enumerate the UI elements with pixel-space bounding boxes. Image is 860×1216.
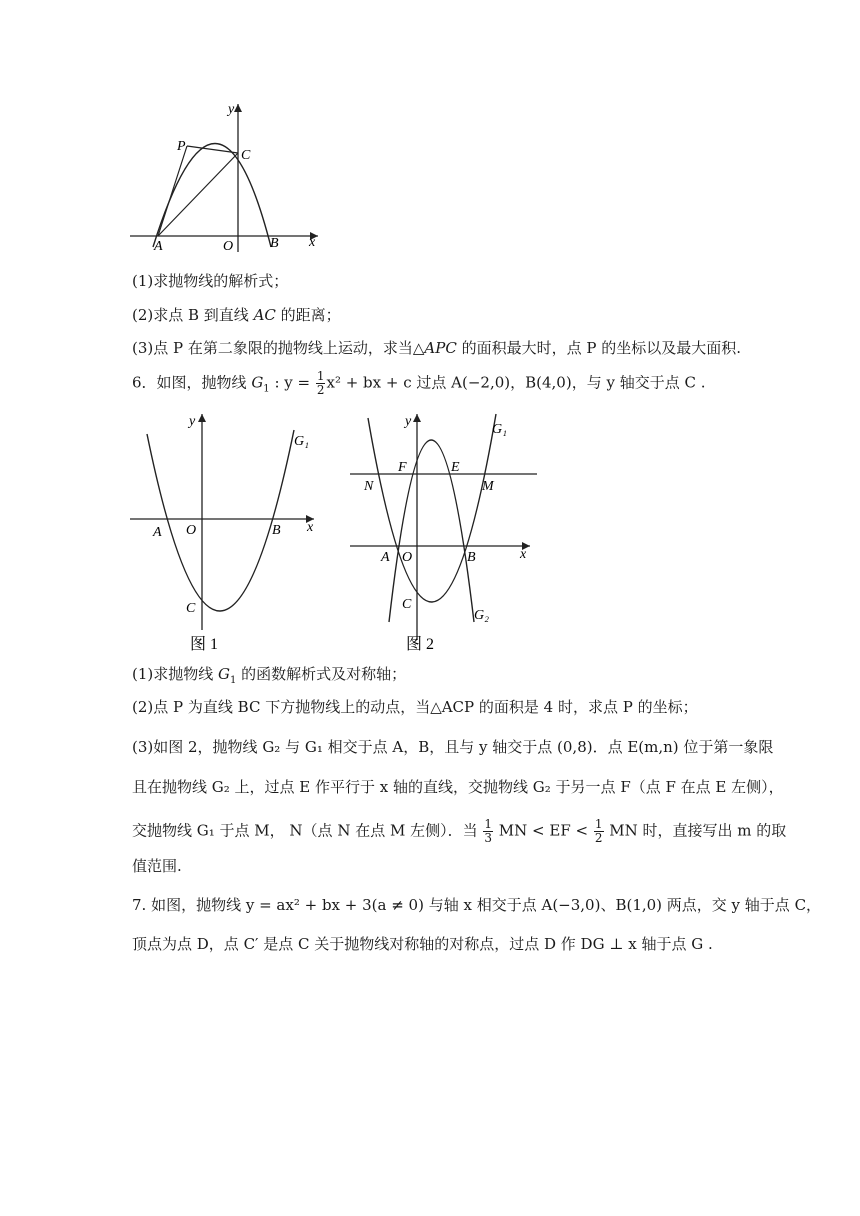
- q5-part3-apc: APC: [424, 339, 457, 357]
- q5-part3: [132, 338, 741, 358]
- caption-fig1: 图 1: [190, 636, 219, 653]
- figure-2: [344, 408, 544, 658]
- label-a: A: [153, 525, 162, 540]
- q6-stem-frac-num: 1: [316, 369, 325, 383]
- figure-q5: [126, 98, 326, 258]
- parabola-g1: [147, 430, 294, 611]
- label-b: B: [272, 523, 281, 538]
- label-c: C: [402, 597, 412, 612]
- label-c: C: [186, 601, 196, 616]
- segment-pc: [187, 146, 238, 153]
- label-y: y: [189, 414, 196, 429]
- label-o: O: [223, 239, 234, 254]
- q7-line2: 顶点为点 D，点 C′ 是点 C 关于抛物线对称轴的对称点，过点 D 作 DG ⊥ x 轴于点 G .: [132, 935, 713, 953]
- label-b: B: [270, 236, 279, 251]
- label-n: N: [364, 479, 374, 494]
- q6-part1-g: G: [218, 665, 231, 683]
- q5-part2: [132, 305, 341, 325]
- label-g2: G₂: [474, 608, 489, 623]
- y-axis-arrow: [234, 104, 242, 112]
- label-y: y: [228, 102, 235, 117]
- label-x: x: [307, 520, 314, 535]
- label-x: x: [309, 235, 316, 250]
- label-m: M: [482, 479, 494, 494]
- q5-part2-ac: AC: [253, 306, 276, 324]
- q6-frac1-num: 1: [484, 817, 493, 831]
- q6-fraction-1-2: [594, 818, 604, 845]
- q7-line1: 7. 如图，抛物线 y = ax² + bx + 3(a ≠ 0) 与轴 x 相交于点 A(−3,0)、B(1,0) 两点，交 y 轴于点 C，: [132, 896, 822, 914]
- q5-part1: (1)求抛物线的解析式；: [132, 272, 289, 290]
- label-g1: G₁: [294, 434, 309, 449]
- q6-stem-mid2: x² + bx + c 过点 A(−2,0)，B(4,0)，与 y 轴交于点 C .: [326, 373, 706, 392]
- label-g1: G₁: [492, 422, 507, 437]
- q6-stem-g-sub: 1: [263, 383, 270, 395]
- q6-part3-line1: (3)如图 2，抛物线 G₂ 与 G₁ 相交于点 A，B，且与 y 轴交于点 (0,8)．点 E(m,n) 位于第一象限: [132, 738, 774, 756]
- q6-frac2-den: 2: [594, 831, 603, 845]
- q6-part1-post: 的函数解析式及对称轴；: [236, 665, 407, 683]
- label-a: A: [154, 239, 163, 254]
- q6-stem-g: G: [251, 373, 264, 392]
- q5-part2-pre: (2)求点 B 到直线: [132, 306, 254, 324]
- q6-part3-line4: 值范围.: [132, 857, 182, 875]
- q6-stem: [132, 370, 706, 400]
- q6-part3-line3-post: MN 时，直接写出 m 的取: [604, 821, 787, 840]
- q6-part2: (2)点 P 为直线 BC 下方抛物线上的动点，当△ACP 的面积是 4 时，求点 P 的坐标；: [132, 698, 698, 716]
- q5-part3-pre: (3)点 P 在第二象限的抛物线上运动，求当△: [132, 339, 425, 357]
- q6-part3-line3: [132, 818, 786, 845]
- q5-part3-post: 的面积最大时，点 P 的坐标以及最大面积.: [456, 339, 741, 357]
- q6-part1: [132, 664, 406, 691]
- segment-ap: [158, 146, 187, 236]
- figure-1: [126, 408, 326, 658]
- q6-frac2-num: 1: [594, 817, 603, 831]
- label-b: B: [467, 550, 476, 565]
- label-a: A: [381, 550, 390, 565]
- label-f: F: [398, 460, 407, 475]
- q5-part2-post: 的距离；: [275, 306, 341, 324]
- y-axis-arrow: [198, 414, 206, 422]
- q6-stem-pre: 6．如图，抛物线: [132, 373, 252, 392]
- q6-part1-pre: (1)求抛物线: [132, 665, 219, 683]
- label-y: y: [405, 414, 412, 429]
- y-axis-arrow: [413, 414, 421, 422]
- label-x: x: [520, 547, 527, 562]
- label-o: O: [402, 550, 413, 565]
- q6-stem-mid1: : y =: [269, 373, 315, 392]
- q6-part1-g-sub: 1: [230, 675, 237, 686]
- q6-stem-frac-den: 2: [316, 383, 325, 397]
- q6-part3-line3-pre: 交抛物线 G₁ 于点 M， N（点 N 在点 M 左侧）．当: [132, 821, 483, 840]
- q6-part3-line3-mid: MN < EF <: [494, 821, 593, 840]
- q6-stem-fraction: [316, 370, 326, 397]
- q6-part3-line2: 且在抛物线 G₂ 上，过点 E 作平行于 x 轴的直线，交抛物线 G₂ 于另一点 F（点 F 在点 E 左侧），: [132, 778, 784, 796]
- segment-ac: [158, 153, 238, 236]
- label-c: C: [241, 148, 251, 163]
- label-p: P: [177, 139, 186, 154]
- caption-fig2: 图 2: [406, 636, 435, 653]
- label-e: E: [451, 460, 460, 475]
- q6-frac1-den: 3: [484, 831, 493, 845]
- parabola-g1: [368, 414, 496, 602]
- label-o: O: [186, 523, 197, 538]
- q6-fraction-1-3: [483, 818, 493, 845]
